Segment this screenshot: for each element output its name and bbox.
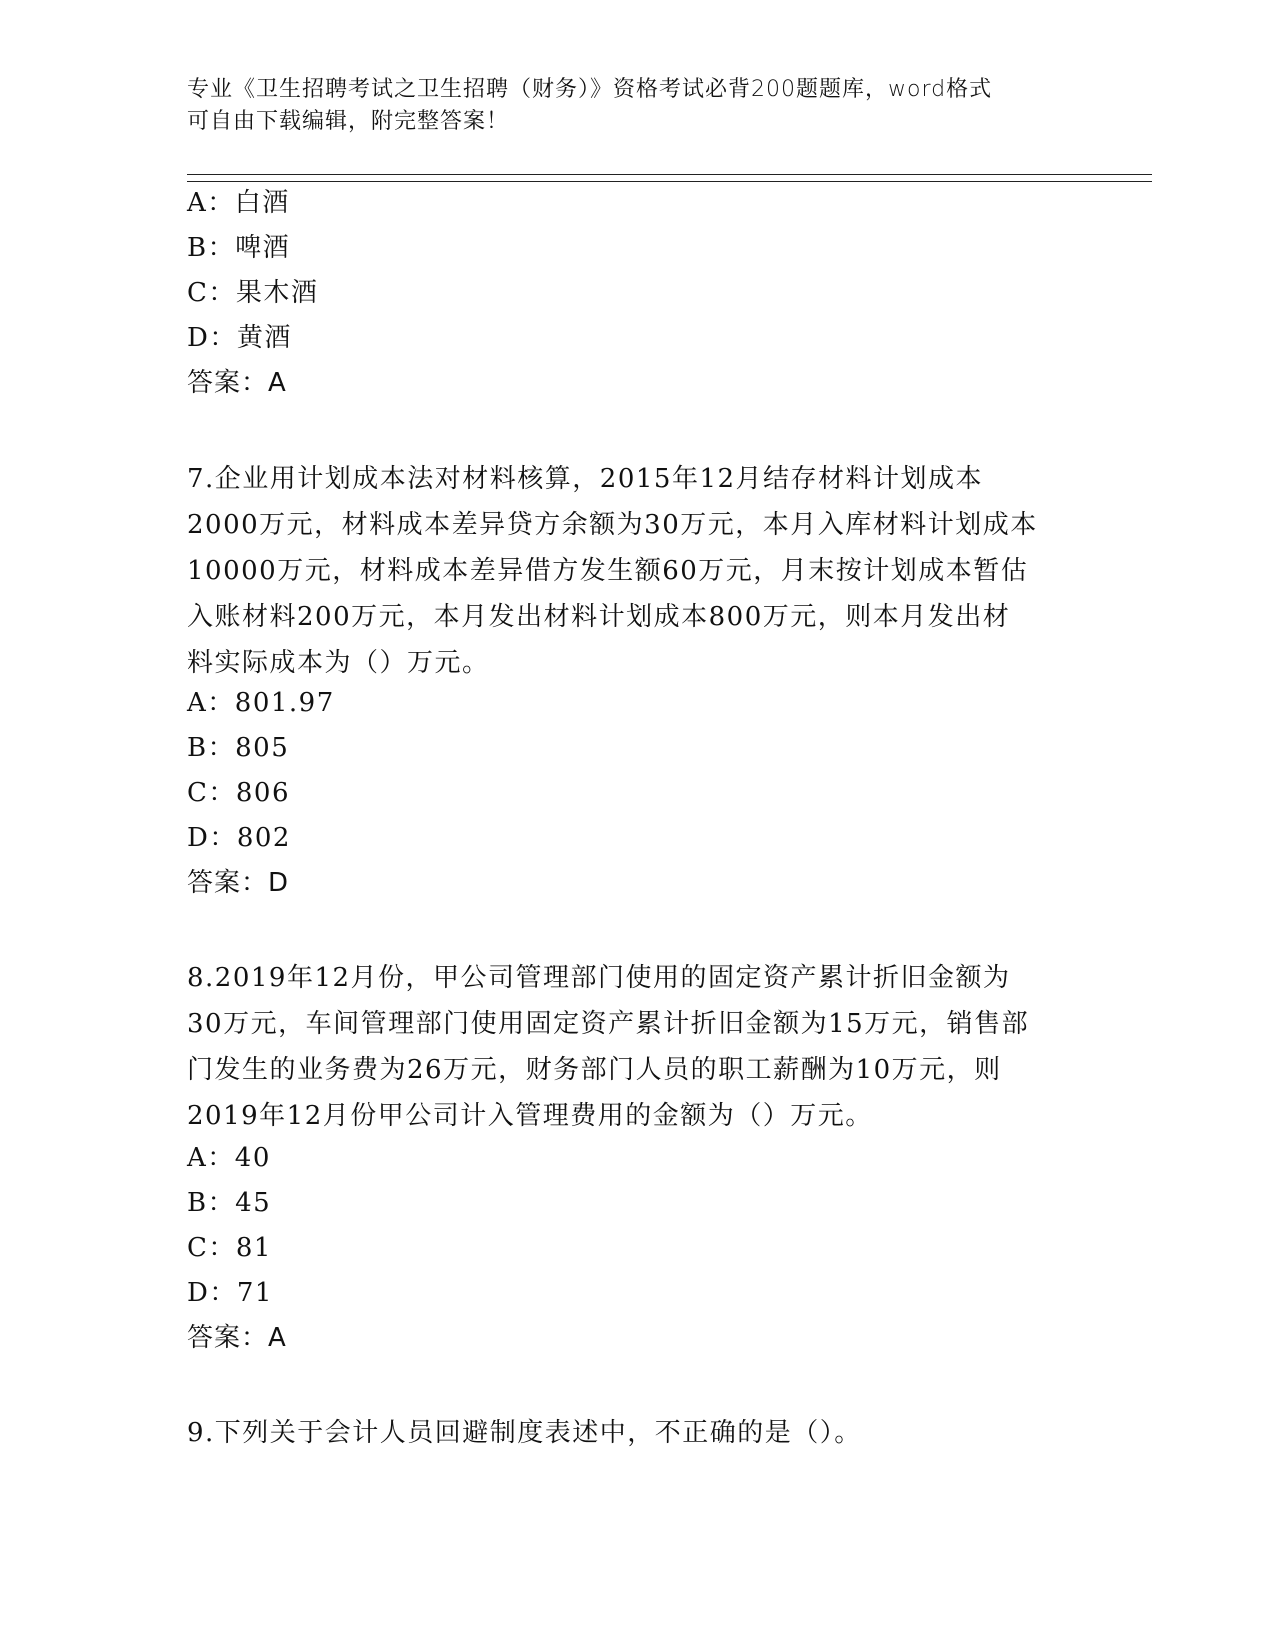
- option-a: A：白酒: [187, 188, 290, 218]
- option-b: B：啤酒: [187, 233, 291, 263]
- question-text-line: 入账材料200万元，本月发出材料计划成本800万元，则本月发出材: [187, 602, 1011, 632]
- question-text-line: 料实际成本为（）万元。: [187, 648, 490, 678]
- document-header: [187, 74, 1087, 138]
- question-text-line: 2000万元，材料成本差异贷方余额为30万元，本月入库材料计划成本: [187, 510, 1038, 540]
- answer-line: 答案：A: [187, 368, 287, 398]
- answer-line: 答案：A: [187, 1323, 287, 1353]
- question-text: [187, 955, 1092, 1139]
- question-text-line: 门发生的业务费为26万元，财务部门人员的职工薪酬为10万元，则: [187, 1055, 1002, 1085]
- option-d: D：802: [187, 823, 291, 853]
- question-text: [187, 1410, 1092, 1456]
- header-double-rule: [187, 174, 1152, 182]
- header-title-line-2: 可自由下载编辑，附完整答案！: [187, 109, 510, 134]
- option-d: D：黄酒: [187, 323, 292, 353]
- option-d: D：71: [187, 1278, 273, 1308]
- option-b: B：45: [187, 1188, 272, 1218]
- option-c: C：81: [187, 1233, 272, 1263]
- answer-line: 答案：D: [187, 868, 290, 898]
- header-title-line-1: 专业《卫生招聘考试之卫生招聘（财务）》资格考试必背200题题库，word格式: [187, 77, 993, 102]
- question-text-line: 8.2019年12月份，甲公司管理部门使用的固定资产累计折旧金额为: [187, 963, 1011, 993]
- question-text-line: 7.企业用计划成本法对材料核算，2015年12月结存材料计划成本: [187, 464, 984, 494]
- option-c: C：806: [187, 778, 291, 808]
- option-c: C：果木酒: [187, 278, 319, 308]
- option-b: B：805: [187, 733, 290, 763]
- question-text-line: 2019年12月份甲公司计入管理费用的金额为（）万元。: [187, 1101, 873, 1131]
- question-text-line: 30万元，车间管理部门使用固定资产累计折旧金额为15万元，销售部: [187, 1009, 1030, 1039]
- option-a: A：801.97: [187, 688, 335, 718]
- question-text-line: 9.下列关于会计人员回避制度表述中，不正确的是（）。: [187, 1418, 862, 1448]
- option-a: A：40: [187, 1143, 271, 1173]
- question-text-line: 10000万元，材料成本差异借方发生额60万元，月末按计划成本暂估: [187, 556, 1029, 586]
- question-text: [187, 456, 1092, 686]
